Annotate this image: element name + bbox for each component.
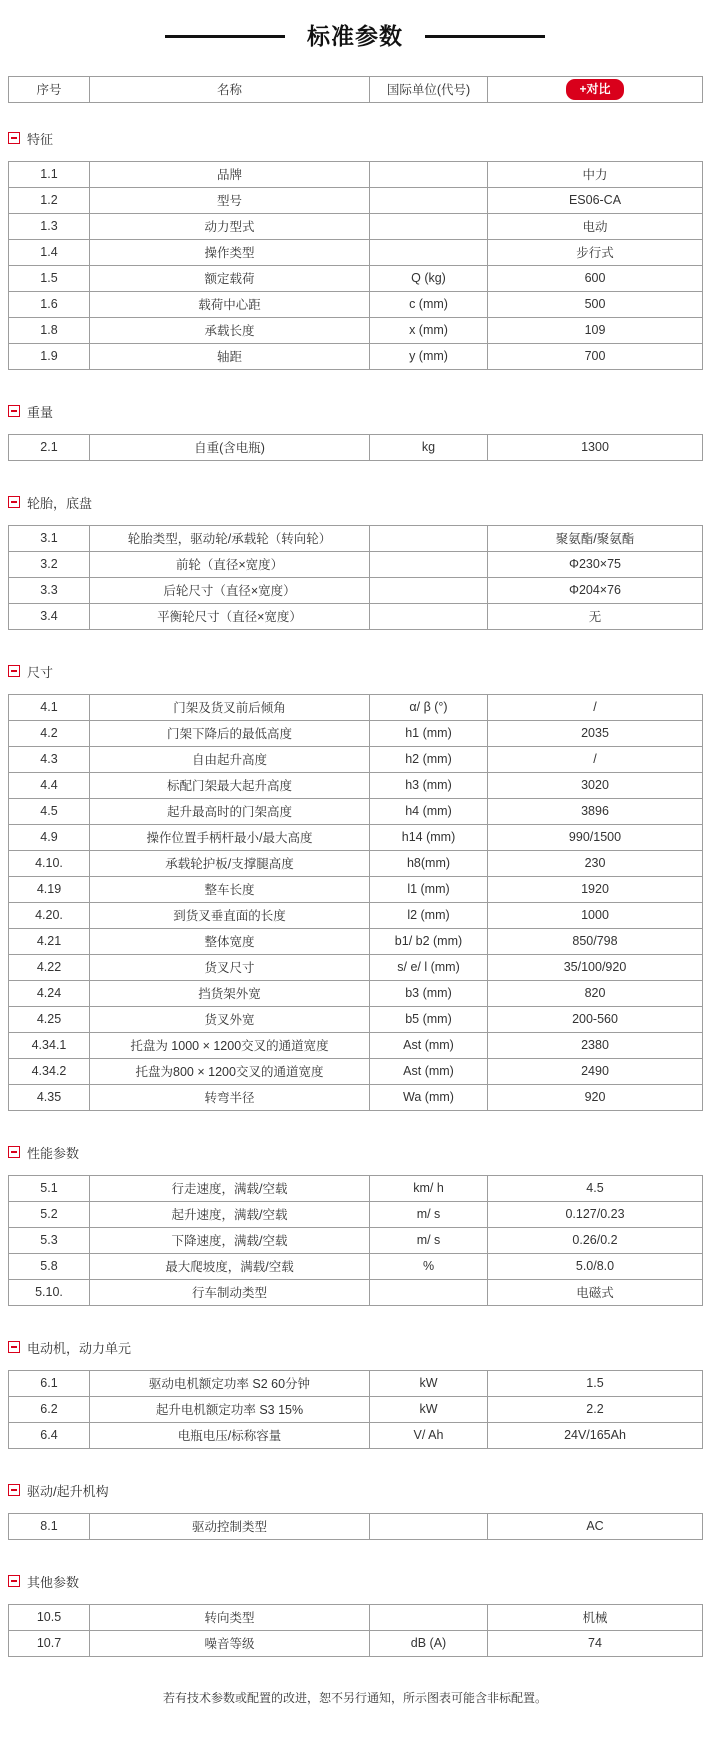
cell-name: 起升电机额定功率 S3 15% (90, 1396, 370, 1422)
cell-name: 标配门架最大起升高度 (90, 772, 370, 798)
cell-value: 1920 (488, 876, 703, 902)
cell-value: Φ204×76 (488, 577, 703, 603)
table-row (9, 1175, 703, 1201)
cell-value: 2035 (488, 720, 703, 746)
cell-name: 整体宽度 (90, 928, 370, 954)
cell-unit: V/ Ah (370, 1422, 488, 1448)
section-6 (8, 1338, 702, 1449)
cell-unit (370, 1513, 488, 1539)
table-row (9, 1006, 703, 1032)
collapse-minus-icon[interactable] (8, 1146, 20, 1158)
table-row (9, 824, 703, 850)
table-row (9, 1084, 703, 1110)
section-1 (8, 129, 702, 370)
page-title: 标准参数 (307, 23, 403, 49)
cell-value: 1000 (488, 902, 703, 928)
cell-no: 4.34.2 (9, 1058, 90, 1084)
cell-value: 3020 (488, 772, 703, 798)
column-header-name: 名称 (90, 76, 370, 102)
cell-name: 轴距 (90, 343, 370, 369)
cell-unit: km/ h (370, 1175, 488, 1201)
cell-value: 700 (488, 343, 703, 369)
cell-no: 3.4 (9, 603, 90, 629)
column-header-table (8, 76, 703, 103)
cell-name: 载荷中心距 (90, 291, 370, 317)
column-header-compare-cell (488, 76, 703, 102)
table-row (9, 1058, 703, 1084)
collapse-minus-icon[interactable] (8, 1341, 20, 1353)
table-row (9, 551, 703, 577)
cell-value: 600 (488, 265, 703, 291)
cell-value: 24V/165Ah (488, 1422, 703, 1448)
cell-no: 4.19 (9, 876, 90, 902)
cell-no: 1.6 (9, 291, 90, 317)
cell-name: 型号 (90, 187, 370, 213)
spec-table (8, 161, 703, 370)
cell-name: 平衡轮尺寸（直径×宽度） (90, 603, 370, 629)
spec-table (8, 434, 703, 461)
cell-value: 电磁式 (488, 1279, 703, 1305)
cell-value: / (488, 694, 703, 720)
table-row (9, 603, 703, 629)
cell-name: 货叉尺寸 (90, 954, 370, 980)
cell-name: 下降速度，满载/空载 (90, 1227, 370, 1253)
cell-unit: Ast (mm) (370, 1058, 488, 1084)
table-row (9, 291, 703, 317)
cell-value: 109 (488, 317, 703, 343)
cell-no: 5.10. (9, 1279, 90, 1305)
cell-value: 5.0/8.0 (488, 1253, 703, 1279)
cell-value: 500 (488, 291, 703, 317)
cell-no: 10.5 (9, 1604, 90, 1630)
cell-unit: l1 (mm) (370, 876, 488, 902)
section-8 (8, 1572, 702, 1657)
cell-unit: kg (370, 434, 488, 460)
spec-table (8, 525, 703, 630)
cell-name: 驱动电机额定功率 S2 60分钟 (90, 1370, 370, 1396)
section-title: 尺寸 (27, 664, 54, 680)
table-row (9, 1422, 703, 1448)
cell-unit: Q (kg) (370, 265, 488, 291)
cell-no: 6.2 (9, 1396, 90, 1422)
table-row (9, 928, 703, 954)
section-header (8, 493, 702, 512)
cell-value: 2380 (488, 1032, 703, 1058)
cell-name: 自由起升高度 (90, 746, 370, 772)
section-header (8, 1481, 702, 1500)
cell-no: 4.25 (9, 1006, 90, 1032)
cell-value: ES06-CA (488, 187, 703, 213)
table-row (9, 434, 703, 460)
section-header (8, 1338, 702, 1357)
cell-no: 4.34.1 (9, 1032, 90, 1058)
cell-unit (370, 551, 488, 577)
cell-no: 1.9 (9, 343, 90, 369)
collapse-minus-icon[interactable] (8, 496, 20, 508)
table-row (9, 876, 703, 902)
cell-value: 200-560 (488, 1006, 703, 1032)
cell-no: 5.1 (9, 1175, 90, 1201)
cell-no: 4.20. (9, 902, 90, 928)
cell-unit: h2 (mm) (370, 746, 488, 772)
section-title: 电动机，动力单元 (27, 1340, 132, 1356)
cell-value: 1300 (488, 434, 703, 460)
cell-unit: m/ s (370, 1201, 488, 1227)
table-row (9, 720, 703, 746)
cell-unit: s/ e/ l (mm) (370, 954, 488, 980)
cell-no: 4.5 (9, 798, 90, 824)
spec-table (8, 1513, 703, 1540)
cell-name: 挡货架外宽 (90, 980, 370, 1006)
cell-no: 4.24 (9, 980, 90, 1006)
cell-name: 动力型式 (90, 213, 370, 239)
collapse-minus-icon[interactable] (8, 665, 20, 677)
table-row (9, 798, 703, 824)
table-row (9, 317, 703, 343)
cell-name: 门架及货叉前后倾角 (90, 694, 370, 720)
cell-unit: b3 (mm) (370, 980, 488, 1006)
cell-unit (370, 603, 488, 629)
cell-unit: h8(mm) (370, 850, 488, 876)
cell-name: 起升最高时的门架高度 (90, 798, 370, 824)
cell-no: 1.8 (9, 317, 90, 343)
cell-value: 中力 (488, 161, 703, 187)
cell-name: 最大爬坡度，满载/空载 (90, 1253, 370, 1279)
table-row (9, 1201, 703, 1227)
cell-no: 3.3 (9, 577, 90, 603)
table-row (9, 1604, 703, 1630)
cell-value: 2490 (488, 1058, 703, 1084)
table-row (9, 1032, 703, 1058)
cell-name: 门架下降后的最低高度 (90, 720, 370, 746)
cell-unit: Wa (mm) (370, 1084, 488, 1110)
cell-unit: y (mm) (370, 343, 488, 369)
cell-value: 0.26/0.2 (488, 1227, 703, 1253)
compare-button[interactable]: +对比 (566, 79, 623, 99)
table-row (9, 1279, 703, 1305)
cell-no: 1.3 (9, 213, 90, 239)
collapse-minus-icon[interactable] (8, 132, 20, 144)
cell-no: 1.4 (9, 239, 90, 265)
sections-container (8, 129, 702, 1657)
cell-no: 6.1 (9, 1370, 90, 1396)
cell-name: 电瓶电压/标称容量 (90, 1422, 370, 1448)
section-title: 性能参数 (27, 1145, 80, 1161)
cell-value: / (488, 746, 703, 772)
cell-unit (370, 187, 488, 213)
table-row (9, 902, 703, 928)
cell-value: 820 (488, 980, 703, 1006)
cell-value: 230 (488, 850, 703, 876)
table-row (9, 213, 703, 239)
cell-no: 5.8 (9, 1253, 90, 1279)
cell-no: 5.3 (9, 1227, 90, 1253)
cell-no: 4.3 (9, 746, 90, 772)
cell-value: 机械 (488, 1604, 703, 1630)
cell-no: 3.1 (9, 525, 90, 551)
table-row (9, 525, 703, 551)
cell-name: 托盘为800 × 1200交叉的通道宽度 (90, 1058, 370, 1084)
section-title: 重量 (27, 404, 54, 420)
cell-value: Φ230×75 (488, 551, 703, 577)
cell-name: 后轮尺寸（直径×宽度） (90, 577, 370, 603)
cell-name: 货叉外宽 (90, 1006, 370, 1032)
cell-name: 前轮（直径×宽度） (90, 551, 370, 577)
cell-name: 操作位置手柄杆最小/最大高度 (90, 824, 370, 850)
table-row (9, 187, 703, 213)
cell-no: 4.9 (9, 824, 90, 850)
cell-unit: kW (370, 1396, 488, 1422)
cell-name: 托盘为 1000 × 1200交叉的通道宽度 (90, 1032, 370, 1058)
cell-unit (370, 525, 488, 551)
cell-value: 无 (488, 603, 703, 629)
table-row (9, 772, 703, 798)
cell-name: 起升速度，满载/空载 (90, 1201, 370, 1227)
table-row (9, 954, 703, 980)
cell-unit: b1/ b2 (mm) (370, 928, 488, 954)
table-row (9, 1513, 703, 1539)
cell-value: 聚氨酯/聚氨酯 (488, 525, 703, 551)
cell-no: 10.7 (9, 1630, 90, 1656)
section-header (8, 129, 702, 148)
cell-value: 920 (488, 1084, 703, 1110)
cell-no: 1.5 (9, 265, 90, 291)
cell-unit (370, 1279, 488, 1305)
section-4 (8, 662, 702, 1111)
cell-unit (370, 239, 488, 265)
collapse-minus-icon[interactable] (8, 1575, 20, 1587)
cell-unit: b5 (mm) (370, 1006, 488, 1032)
section-5 (8, 1143, 702, 1306)
collapse-minus-icon[interactable] (8, 1484, 20, 1496)
cell-name: 行车制动类型 (90, 1279, 370, 1305)
cell-value: 电动 (488, 213, 703, 239)
cell-no: 2.1 (9, 434, 90, 460)
cell-name: 到货叉垂直面的长度 (90, 902, 370, 928)
cell-unit (370, 1604, 488, 1630)
table-row (9, 746, 703, 772)
section-title: 其他参数 (27, 1574, 80, 1590)
cell-unit: c (mm) (370, 291, 488, 317)
cell-name: 噪音等级 (90, 1630, 370, 1656)
table-row (9, 161, 703, 187)
section-2 (8, 402, 702, 461)
cell-name: 品牌 (90, 161, 370, 187)
table-row (9, 980, 703, 1006)
cell-name: 操作类型 (90, 239, 370, 265)
spec-table (8, 1604, 703, 1657)
cell-value: 步行式 (488, 239, 703, 265)
cell-name: 行走速度，满载/空载 (90, 1175, 370, 1201)
table-row (9, 343, 703, 369)
cell-no: 1.2 (9, 187, 90, 213)
cell-no: 4.2 (9, 720, 90, 746)
cell-unit: % (370, 1253, 488, 1279)
collapse-minus-icon[interactable] (8, 405, 20, 417)
column-header-no: 序号 (9, 76, 90, 102)
cell-unit: kW (370, 1370, 488, 1396)
table-row (9, 1227, 703, 1253)
section-header (8, 1572, 702, 1591)
section-header (8, 402, 702, 421)
cell-unit: α/ β (°) (370, 694, 488, 720)
cell-unit: h4 (mm) (370, 798, 488, 824)
cell-unit: Ast (mm) (370, 1032, 488, 1058)
spec-table (8, 1370, 703, 1449)
cell-value: 1.5 (488, 1370, 703, 1396)
section-7 (8, 1481, 702, 1540)
section-header (8, 662, 702, 681)
cell-no: 4.35 (9, 1084, 90, 1110)
cell-unit: h3 (mm) (370, 772, 488, 798)
table-row (9, 850, 703, 876)
section-header (8, 1143, 702, 1162)
spec-table (8, 694, 703, 1111)
cell-value: 990/1500 (488, 824, 703, 850)
cell-no: 1.1 (9, 161, 90, 187)
cell-value: 3896 (488, 798, 703, 824)
section-title: 特征 (27, 131, 54, 147)
page-title-block (8, 22, 702, 52)
cell-no: 4.10. (9, 850, 90, 876)
table-row (9, 1630, 703, 1656)
cell-unit: h14 (mm) (370, 824, 488, 850)
table-row (9, 1396, 703, 1422)
table-row (9, 694, 703, 720)
cell-no: 4.1 (9, 694, 90, 720)
cell-unit: m/ s (370, 1227, 488, 1253)
cell-no: 3.2 (9, 551, 90, 577)
cell-unit (370, 161, 488, 187)
cell-value: 4.5 (488, 1175, 703, 1201)
cell-name: 承载轮护板/支撑腿高度 (90, 850, 370, 876)
cell-unit: l2 (mm) (370, 902, 488, 928)
cell-name: 整车长度 (90, 876, 370, 902)
cell-value: 74 (488, 1630, 703, 1656)
cell-name: 自重(含电瓶) (90, 434, 370, 460)
cell-unit: h1 (mm) (370, 720, 488, 746)
cell-unit (370, 213, 488, 239)
cell-name: 驱动控制类型 (90, 1513, 370, 1539)
title-rule-right (425, 35, 545, 38)
cell-name: 轮胎类型，驱动轮/承载轮（转向轮） (90, 525, 370, 551)
cell-value: 2.2 (488, 1396, 703, 1422)
cell-name: 承载长度 (90, 317, 370, 343)
cell-no: 4.21 (9, 928, 90, 954)
cell-name: 额定载荷 (90, 265, 370, 291)
cell-unit: x (mm) (370, 317, 488, 343)
section-title: 轮胎，底盘 (27, 495, 93, 511)
cell-unit: dB (A) (370, 1630, 488, 1656)
column-header-row (9, 76, 703, 102)
cell-value: AC (488, 1513, 703, 1539)
cell-value: 0.127/0.23 (488, 1201, 703, 1227)
title-rule-left (165, 35, 285, 38)
cell-no: 4.22 (9, 954, 90, 980)
table-row (9, 265, 703, 291)
cell-name: 转弯半径 (90, 1084, 370, 1110)
cell-name: 转向类型 (90, 1604, 370, 1630)
cell-no: 6.4 (9, 1422, 90, 1448)
table-row (9, 239, 703, 265)
cell-value: 850/798 (488, 928, 703, 954)
column-header-unit: 国际单位(代号) (370, 76, 488, 102)
cell-no: 8.1 (9, 1513, 90, 1539)
section-title: 驱动/起升机构 (27, 1483, 109, 1499)
table-row (9, 1253, 703, 1279)
cell-value: 35/100/920 (488, 954, 703, 980)
table-row (9, 577, 703, 603)
cell-no: 5.2 (9, 1201, 90, 1227)
section-3 (8, 493, 702, 630)
footer-note: 若有技术参数或配置的改进，恕不另行通知，所示图表可能含非标配置。 (162, 1690, 547, 1705)
spec-table (8, 1175, 703, 1306)
cell-no: 4.4 (9, 772, 90, 798)
cell-unit (370, 577, 488, 603)
table-row (9, 1370, 703, 1396)
